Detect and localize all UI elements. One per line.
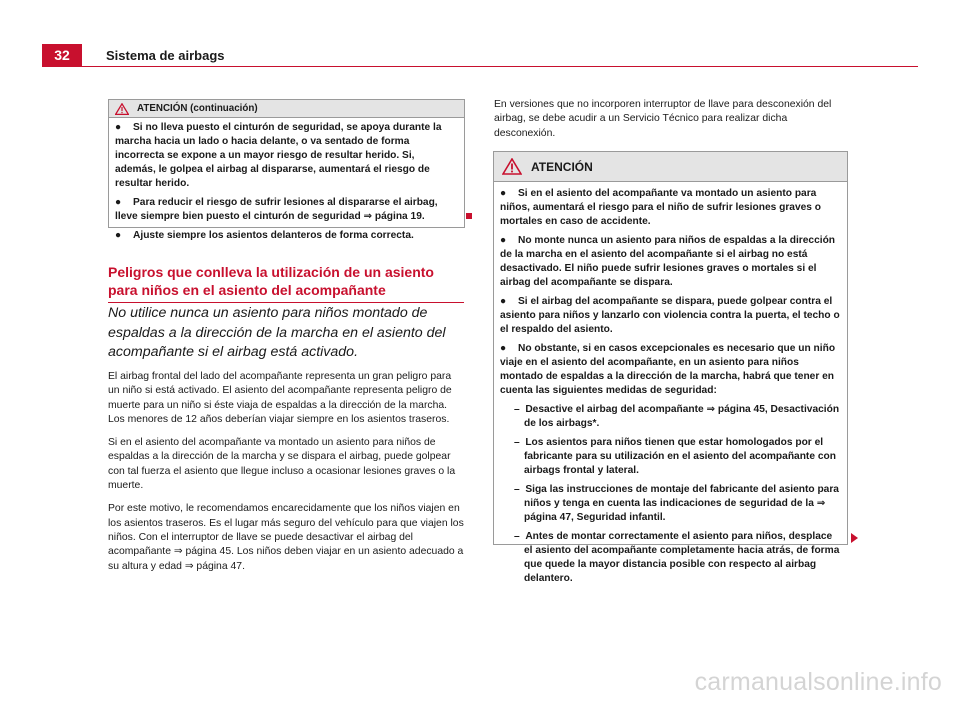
warning-bullet: ● Si no lleva puesto el cinturón de seguridad, se apoya durante la marcha hacia un lado o hacia delante, o va sentado de forma incorrecta se expone a un mayor riesgo de resultar herido. Si, además, le golpea el airbag al dispararse, aumentará el riesgo de resultar herido. xyxy=(115,122,442,189)
warning-bullet: ● Si el airbag del acompañante se dispara, puede golpear contra el asiento para niños y lanzarlo con violencia contra la puerta, el techo o el respaldo del asiento. xyxy=(500,296,840,335)
paragraph: El airbag frontal del lado del acompañante representa un gran peligro para un niño si está activado. El asiento del acompañante representa peligro de muerte para un niño si éste viaja de espaldas a la dirección de la marcha. Los menores de 12 años deberían viajar siempre en los asientos traseros. xyxy=(108,371,452,425)
warning-continuation-box xyxy=(108,99,465,241)
warning-box xyxy=(493,151,848,584)
warning-heading: ATENCIÓN xyxy=(531,159,593,174)
header-divider xyxy=(42,66,918,67)
warning-bullet: ● Ajuste siempre los asientos delanteros de forma correcta. xyxy=(115,230,414,241)
warning-bullet: ● Si en el asiento del acompañante va montado un asiento para niños, aumentará el riesgo para el niño de sufrir lesiones graves o mortales en caso de accidente. xyxy=(500,188,822,227)
warning-dash-item: – Siga las instrucciones de montaje del fabricante del asiento para niños y tenga en cuenta las indicaciones de seguridad de la ⇒ página 47, Seguridad infantil. xyxy=(514,484,839,523)
chapter-title: Sistema de airbags xyxy=(106,48,225,63)
warning-heading: ATENCIÓN (continuación) xyxy=(137,103,258,114)
section-body xyxy=(108,370,464,583)
continue-arrow-icon xyxy=(851,533,858,543)
paragraph: Por este motivo, le recomendamos encarecidamente que los niños viajen en los asientos traseros. Es el lugar más seguro del vehículo para que viajen los niños. Con el interruptor de llave se puede desactivar el airbag del acompañante ⇒ página 45. Los niños deben viajar en un asiento adecuado a su altura y edad ⇒ página 47. xyxy=(108,503,464,572)
right-intro xyxy=(494,98,846,150)
warning-dash-item: – Desactive el airbag del acompañante ⇒ página 45, Desactivación de los airbags*. xyxy=(514,404,840,429)
end-marker-icon xyxy=(466,213,472,219)
warning-dash-item: – Los asientos para niños tienen que estar homologados por el fabricante para su utilización en el asiento del acompañante con airbags frontal y lateral. xyxy=(514,437,836,476)
watermark: carmanualsonline.info xyxy=(694,668,942,696)
warning-triangle-icon xyxy=(115,103,129,115)
section-title: Peligros que conlleva la utilización de un asiento para niños en el asiento del acompañante xyxy=(108,263,464,303)
warning-dash-item: – Antes de montar correctamente el asiento para niños, desplace el asiento del acompañante completamente hacia atrás, de forma que quede la mayor distancia posible con respecto al airbag delantero. xyxy=(514,531,840,584)
warning-bullet: ● Para reducir el riesgo de sufrir lesiones al dispararse el airbag, lleve siempre bien puesto el cinturón de seguridad ⇒ página 19. xyxy=(115,197,438,222)
section-lead: No utilice nunca un asiento para niños montado de espaldas a la dirección de la marcha en el asiento del acompañante si el airbag está activado. xyxy=(108,305,446,360)
intro-paragraph: En versiones que no incorporen interruptor de llave para desconexión del airbag, se debe acudir a un Servicio Técnico para realizar dicha desconexión. xyxy=(494,99,832,139)
warning-triangle-icon xyxy=(502,158,522,175)
paragraph: Si en el asiento del acompañante va montado un asiento para niños de espaldas a la dirección de la marcha y se dispara el airbag, puede golpear con tal fuerza el asiento que llegue incluso a ocasionar lesiones graves o la muerte. xyxy=(108,437,456,492)
warning-bullet: ● No monte nunca un asiento para niños de espaldas a la dirección de la marcha en el asiento del acompañante si el airbag no está desactivado. El niño puede sufrir lesiones graves o mortales si el airbag del acompañante se dispara. xyxy=(500,235,836,288)
page-number: 32 xyxy=(42,44,82,66)
warning-bullet: ● No obstante, si en casos excepcionales es necesario que un niño viaje en el asiento del acompañante, en un asiento para niños montado de espaldas a la dirección de la marcha, habrá que tener en cuenta las siguientes medidas de seguridad: xyxy=(500,343,836,396)
